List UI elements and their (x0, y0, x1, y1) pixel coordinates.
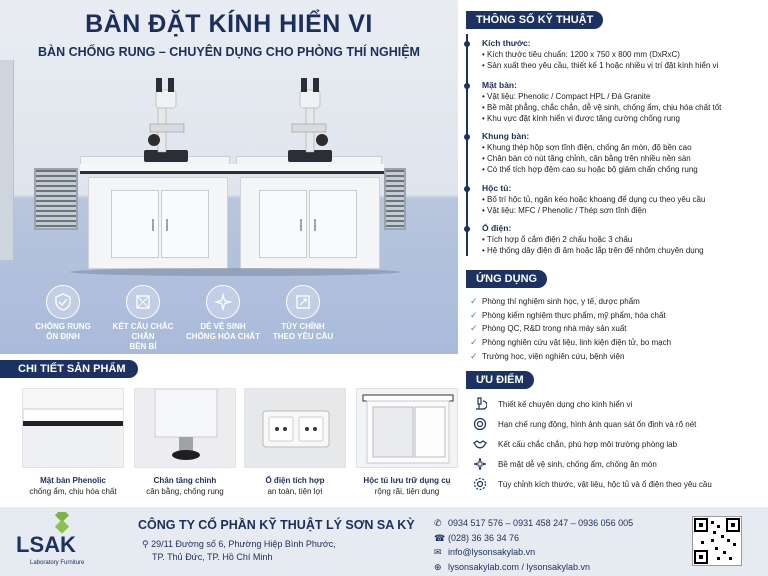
bench-top-right (234, 164, 384, 174)
globe-icon: ⊕ (434, 561, 442, 572)
detail-caption: Hộc tủ lưu trữ dụng cụ rộng rãi, tiện dụng (363, 476, 451, 496)
email-icon: ✉ (434, 547, 442, 557)
detail-caption: Ổ điện tích hợp an toàn, tiện lợi (265, 476, 325, 496)
svg-text:Laboratory Furniture: Laboratory Furniture (30, 560, 85, 566)
shield-balance-icon (46, 285, 80, 319)
company-name: CÔNG TY CỔ PHẦN KỸ THUẬT LÝ SƠN SA KỲ (138, 518, 415, 532)
qr-code[interactable] (692, 516, 742, 566)
list-item: Thiết kế chuyên dụng cho kính hiển vi (472, 394, 712, 414)
phone-mobile[interactable]: 0934 517 576 – 0931 458 247 – 0936 056 005 (448, 518, 634, 528)
spec-group-frame (482, 131, 698, 175)
specs-header: THÔNG SỐ KỸ THUẬT (466, 11, 603, 29)
feature-label: KẾT CẤU CHẮC CHẮN BỀN BỈ (112, 322, 174, 351)
resize-icon (286, 285, 320, 319)
structure-icon (126, 285, 160, 319)
detail-image-socket (244, 388, 346, 468)
list-item: ✓ Phòng nghiên cứu vật liệu, linh kiện điện tử, bo mạch (470, 337, 672, 348)
spec-group-title: Ổ điện: (482, 223, 512, 233)
spec-group-top (482, 80, 721, 124)
clean-icon (472, 457, 488, 471)
spec-group-title: Mặt bàn: (482, 80, 517, 90)
list-item: ✓ Phòng thí nghiệm sinh học, y tế, dược phẩm (470, 296, 640, 307)
feature-custom (262, 285, 344, 342)
advantages-header: ƯU ĐIỂM (466, 371, 534, 389)
detail-image-leveler (134, 388, 236, 468)
spec-group-drawer (482, 183, 705, 216)
spec-item: • Bề mặt phẳng, chắc chắn, dễ vệ sinh, chống ẩm, chịu hóa chất tốt (482, 102, 721, 113)
wall-vent-right (384, 168, 406, 230)
floor-shadow (70, 268, 400, 276)
list-item: Tùy chỉnh kích thước, vật liệu, hộc tủ và ổ điện theo yêu cầu (472, 474, 712, 494)
telephone-icon: ☎ (434, 532, 446, 543)
wall-panel (0, 60, 14, 260)
spec-item: • Sản xuất theo yêu cầu, thiết kế 1 hoặc nhiều vị trí đặt kính hiển vi (482, 60, 718, 71)
handshake-icon (472, 437, 488, 451)
company-logo (12, 512, 120, 570)
list-item: Hạn chế rung động, hình ảnh quan sát ổn định và rõ nét (472, 414, 712, 434)
details-header: CHI TIẾT SẢN PHẨM (0, 360, 138, 378)
page-subtitle: BÀN CHỐNG RUNG – CHUYÊN DỤNG CHO PHÒNG THÍ NGHIỆM (38, 45, 420, 59)
spec-group-size (482, 38, 718, 71)
list-item: Bề mặt dễ vệ sinh, chống ẩm, chống ăn mòn (472, 454, 712, 474)
timeline-dot (464, 83, 470, 89)
spec-item: • Tích hợp ổ cắm điện 2 chấu hoặc 3 chấu (482, 234, 704, 245)
page-title: BÀN ĐẶT KÍNH HIỂN VI (85, 10, 373, 38)
list-item: ✓ Trường học, viện nghiên cứu, bệnh viện (470, 350, 625, 361)
phone-office[interactable]: (028) 36 36 34 76 (448, 532, 520, 543)
timeline-dot (464, 41, 470, 47)
check-icon: ✓ (470, 337, 478, 348)
microscope-left (140, 76, 192, 164)
spec-item: • Khung thép hộp sơn tĩnh điện, chống ăn mòn, độ bền cao (482, 142, 698, 153)
applications-list (470, 295, 671, 363)
spec-item: • Hệ thống dây điện đi âm hoặc lắp trên đế nhôm chuyên dụng (482, 245, 704, 256)
check-icon: ✓ (470, 296, 478, 307)
cabinet-door (309, 190, 357, 258)
timeline-dot (464, 134, 470, 140)
wall-vent-left (34, 168, 78, 230)
specs-timeline (466, 34, 468, 256)
detail-caption: Chân tăng chỉnh cân bằng, chống rung (146, 476, 224, 496)
spec-item: • Vật liệu: Phenolic / Compact HPL / Đá Granite (482, 91, 721, 102)
bench-cabinet-right (240, 177, 380, 269)
list-item: ✓ Phòng QC, R&D trong nhà máy sản xuất (470, 323, 627, 334)
settings-icon (472, 477, 488, 491)
spec-group-title: Kích thước: (482, 38, 531, 48)
advantages-list (472, 394, 712, 494)
detail-caption: Mặt bàn Phenolic chống ẩm, chịu hóa chất (29, 476, 117, 496)
applications-header: ỨNG DỤNG (466, 270, 547, 288)
cabinet-door (161, 190, 209, 258)
microscope-right (284, 76, 336, 164)
spec-item: • Có thể tích hợp đệm cao su hoặc bộ giảm chấn chống rung (482, 164, 698, 175)
hero-image (0, 0, 458, 354)
target-icon (472, 417, 488, 431)
bench-top-left (80, 164, 234, 174)
microscope-icon (472, 397, 488, 411)
check-icon: ✓ (470, 350, 478, 361)
cabinet-door (259, 190, 307, 258)
company-contacts (434, 516, 633, 574)
list-item: Kết cấu chắc chắn, phù hợp môi trường phòng lab (472, 434, 712, 454)
email-link[interactable]: info@lysonsakylab.vn (448, 547, 536, 557)
company-address: ⚲ 29/11 Đường số 6, Phường Hiệp Bình Phước, TP. Thủ Đức, TP. Hồ Chí Minh (142, 539, 336, 562)
location-pin-icon: ⚲ (142, 539, 152, 549)
clean-sparkle-icon (206, 285, 240, 319)
timeline-dot (464, 226, 470, 232)
svg-text:LSAK: LSAK (16, 532, 76, 557)
spec-item: • Chân bàn có nút tăng chỉnh, cân bằng trên nhiều nền sàn (482, 153, 698, 164)
spec-group-power (482, 223, 704, 256)
spec-item: • Bố trí hộc tủ, ngăn kéo hoặc khoang để dụng cụ theo yêu cầu (482, 194, 705, 205)
feature-vibration (22, 285, 104, 342)
spec-item: • Vật liệu: MFC / Phenolic / Thép sơn tĩnh điện (482, 205, 705, 216)
spec-item: • Khu vực đặt kính hiển vi được tăng cường chống rung (482, 113, 721, 124)
spec-group-title: Khung bàn: (482, 131, 530, 141)
cabinet-door (111, 190, 159, 258)
feature-label: TÙY CHỈNH THEO YÊU CẦU (272, 322, 334, 341)
website-link[interactable]: lysonsakylab.com / lysonsakylab.vn (448, 561, 591, 572)
feature-structure (102, 285, 184, 352)
timeline-dot (464, 186, 470, 192)
check-icon: ✓ (470, 309, 478, 320)
phone-icon: ✆ (434, 518, 442, 528)
list-item: ✓ Phòng kiểm nghiệm thực phẩm, mỹ phẩm, hóa chất (470, 309, 666, 320)
spec-item: • Kích thước tiêu chuẩn: 1200 x 750 x 800 mm (DxRxC) (482, 49, 718, 60)
feature-label: DỄ VỆ SINH CHỐNG HÓA CHẤT (186, 322, 260, 341)
feature-clean (182, 285, 264, 342)
feature-label: CHỐNG RUNG ỔN ĐỊNH (35, 322, 91, 341)
check-icon: ✓ (470, 323, 478, 334)
spec-group-title: Hộc tủ: (482, 183, 512, 193)
bench-cabinet-left (88, 177, 228, 269)
detail-image-tabletop (22, 388, 124, 468)
detail-image-cabinet (356, 388, 458, 468)
